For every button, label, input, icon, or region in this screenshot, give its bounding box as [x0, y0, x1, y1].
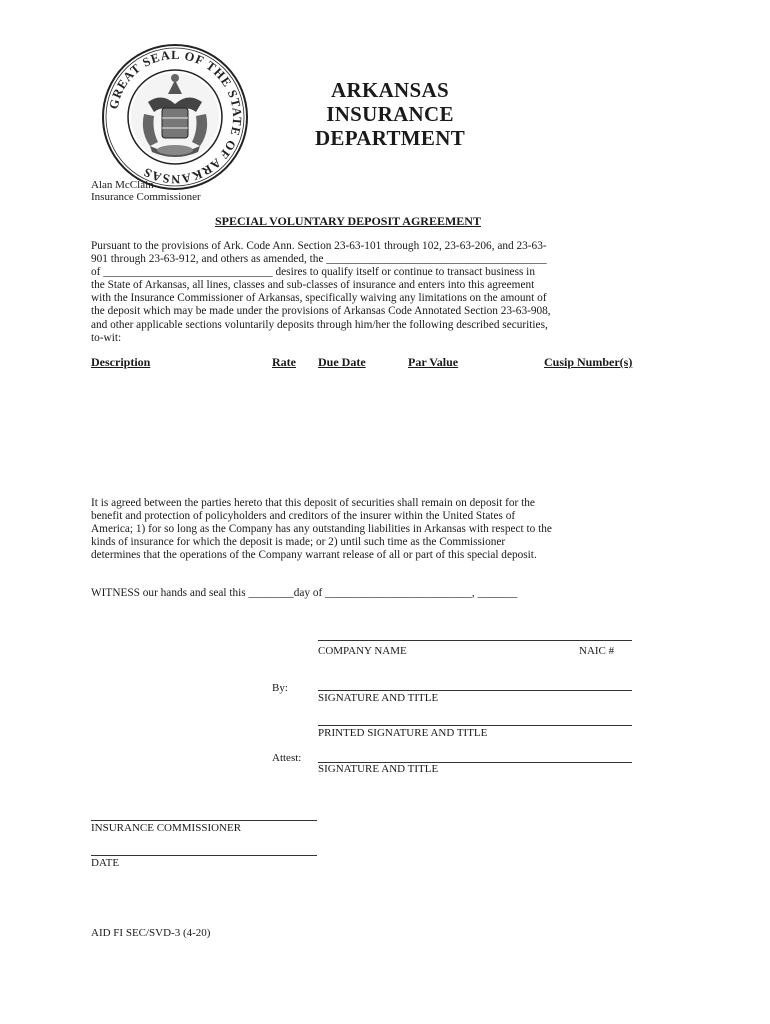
date-label: DATE [91, 857, 120, 869]
department-heading [300, 78, 480, 150]
commissioner-signature-line[interactable] [91, 820, 317, 821]
witness-line: WITNESS our hands and seal this ________day of __________________________, _______ [91, 587, 518, 599]
state-seal [100, 42, 250, 192]
attest-signature-label: SIGNATURE AND TITLE [318, 763, 439, 775]
paragraph-line: It is agreed between the parties hereto that this deposit of securities shall remain on deposit for the [91, 497, 535, 509]
printed-signature-label: PRINTED SIGNATURE AND TITLE [318, 727, 488, 739]
commissioner-name: Alan McClain [91, 179, 154, 191]
paragraph-line: America; 1) for so long as the Company has any outstanding liabilities in Arkansas with respect to the [91, 523, 552, 536]
paragraph-terms [91, 497, 552, 562]
paragraph-line: the deposit which may be made under the provisions of Arkansas Code Annotated Section 23-63-908, [91, 305, 551, 318]
department-line: INSURANCE [326, 102, 454, 126]
column-header-description: Description [91, 355, 151, 369]
paragraph-line: 901 through 23-63-912, and others as amended, the _______________________________________ [91, 253, 547, 266]
signature-title-label: SIGNATURE AND TITLE [318, 692, 439, 704]
printed-signature-line[interactable] [318, 725, 632, 726]
column-header-rate: Rate [272, 355, 296, 369]
column-header-due-date: Due Date [318, 355, 366, 369]
company-name-line[interactable] [318, 640, 632, 641]
by-label: By: [272, 682, 288, 694]
paragraph-line: kinds of insurance for which the deposit is made; or 2) until such time as the Commissioner [91, 536, 506, 549]
paragraph-line: and other applicable sections voluntarily deposits through him/her the following described securities, [91, 318, 548, 331]
paragraph-intro [91, 240, 551, 345]
paragraph-line: Pursuant to the provisions of Ark. Code Ann. Section 23-63-101 through 102, 23-63-206, and 23-63- [91, 240, 547, 252]
commissioner-title: Insurance Commissioner [91, 191, 201, 203]
company-name-label: COMPANY NAME [318, 645, 407, 657]
date-line[interactable] [91, 855, 317, 856]
column-header-par-value: Par Value [408, 355, 459, 369]
column-header-cusip: Cusip Number(s) [544, 355, 633, 369]
department-line: ARKANSAS [331, 78, 449, 102]
paragraph-line: benefit and protection of policyholders and creditors of the insurer within the United States of [91, 510, 516, 523]
paragraph-line: with the Insurance Commissioner of Arkansas, specifically waiving any limitations on the amount of [91, 292, 547, 305]
naic-label: NAIC # [579, 645, 615, 657]
paragraph-line: to-wit: [91, 331, 122, 344]
form-id: AID FI SEC/SVD-3 (4-20) [91, 927, 211, 939]
paragraph-line: of ______________________________ desires to qualify itself or continue to transact business in [91, 266, 535, 279]
paragraph-line: the State of Arkansas, all lines, classes and sub-classes of insurance and enters into this agreement [91, 279, 535, 292]
department-line: DEPARTMENT [314, 126, 466, 150]
by-signature-line[interactable] [318, 690, 632, 691]
seal-ring-text: GREAT SEAL OF THE STATE OF ARKANSAS [106, 47, 245, 187]
commissioner-signature-label: INSURANCE COMMISSIONER [91, 822, 242, 834]
paragraph-line: determines that the operations of the Company warrant release of all or part of this special deposit. [91, 549, 537, 562]
attest-label: Attest: [272, 752, 302, 764]
document-title: SPECIAL VOLUNTARY DEPOSIT AGREEMENT [215, 214, 481, 228]
seal-icon [100, 42, 250, 192]
